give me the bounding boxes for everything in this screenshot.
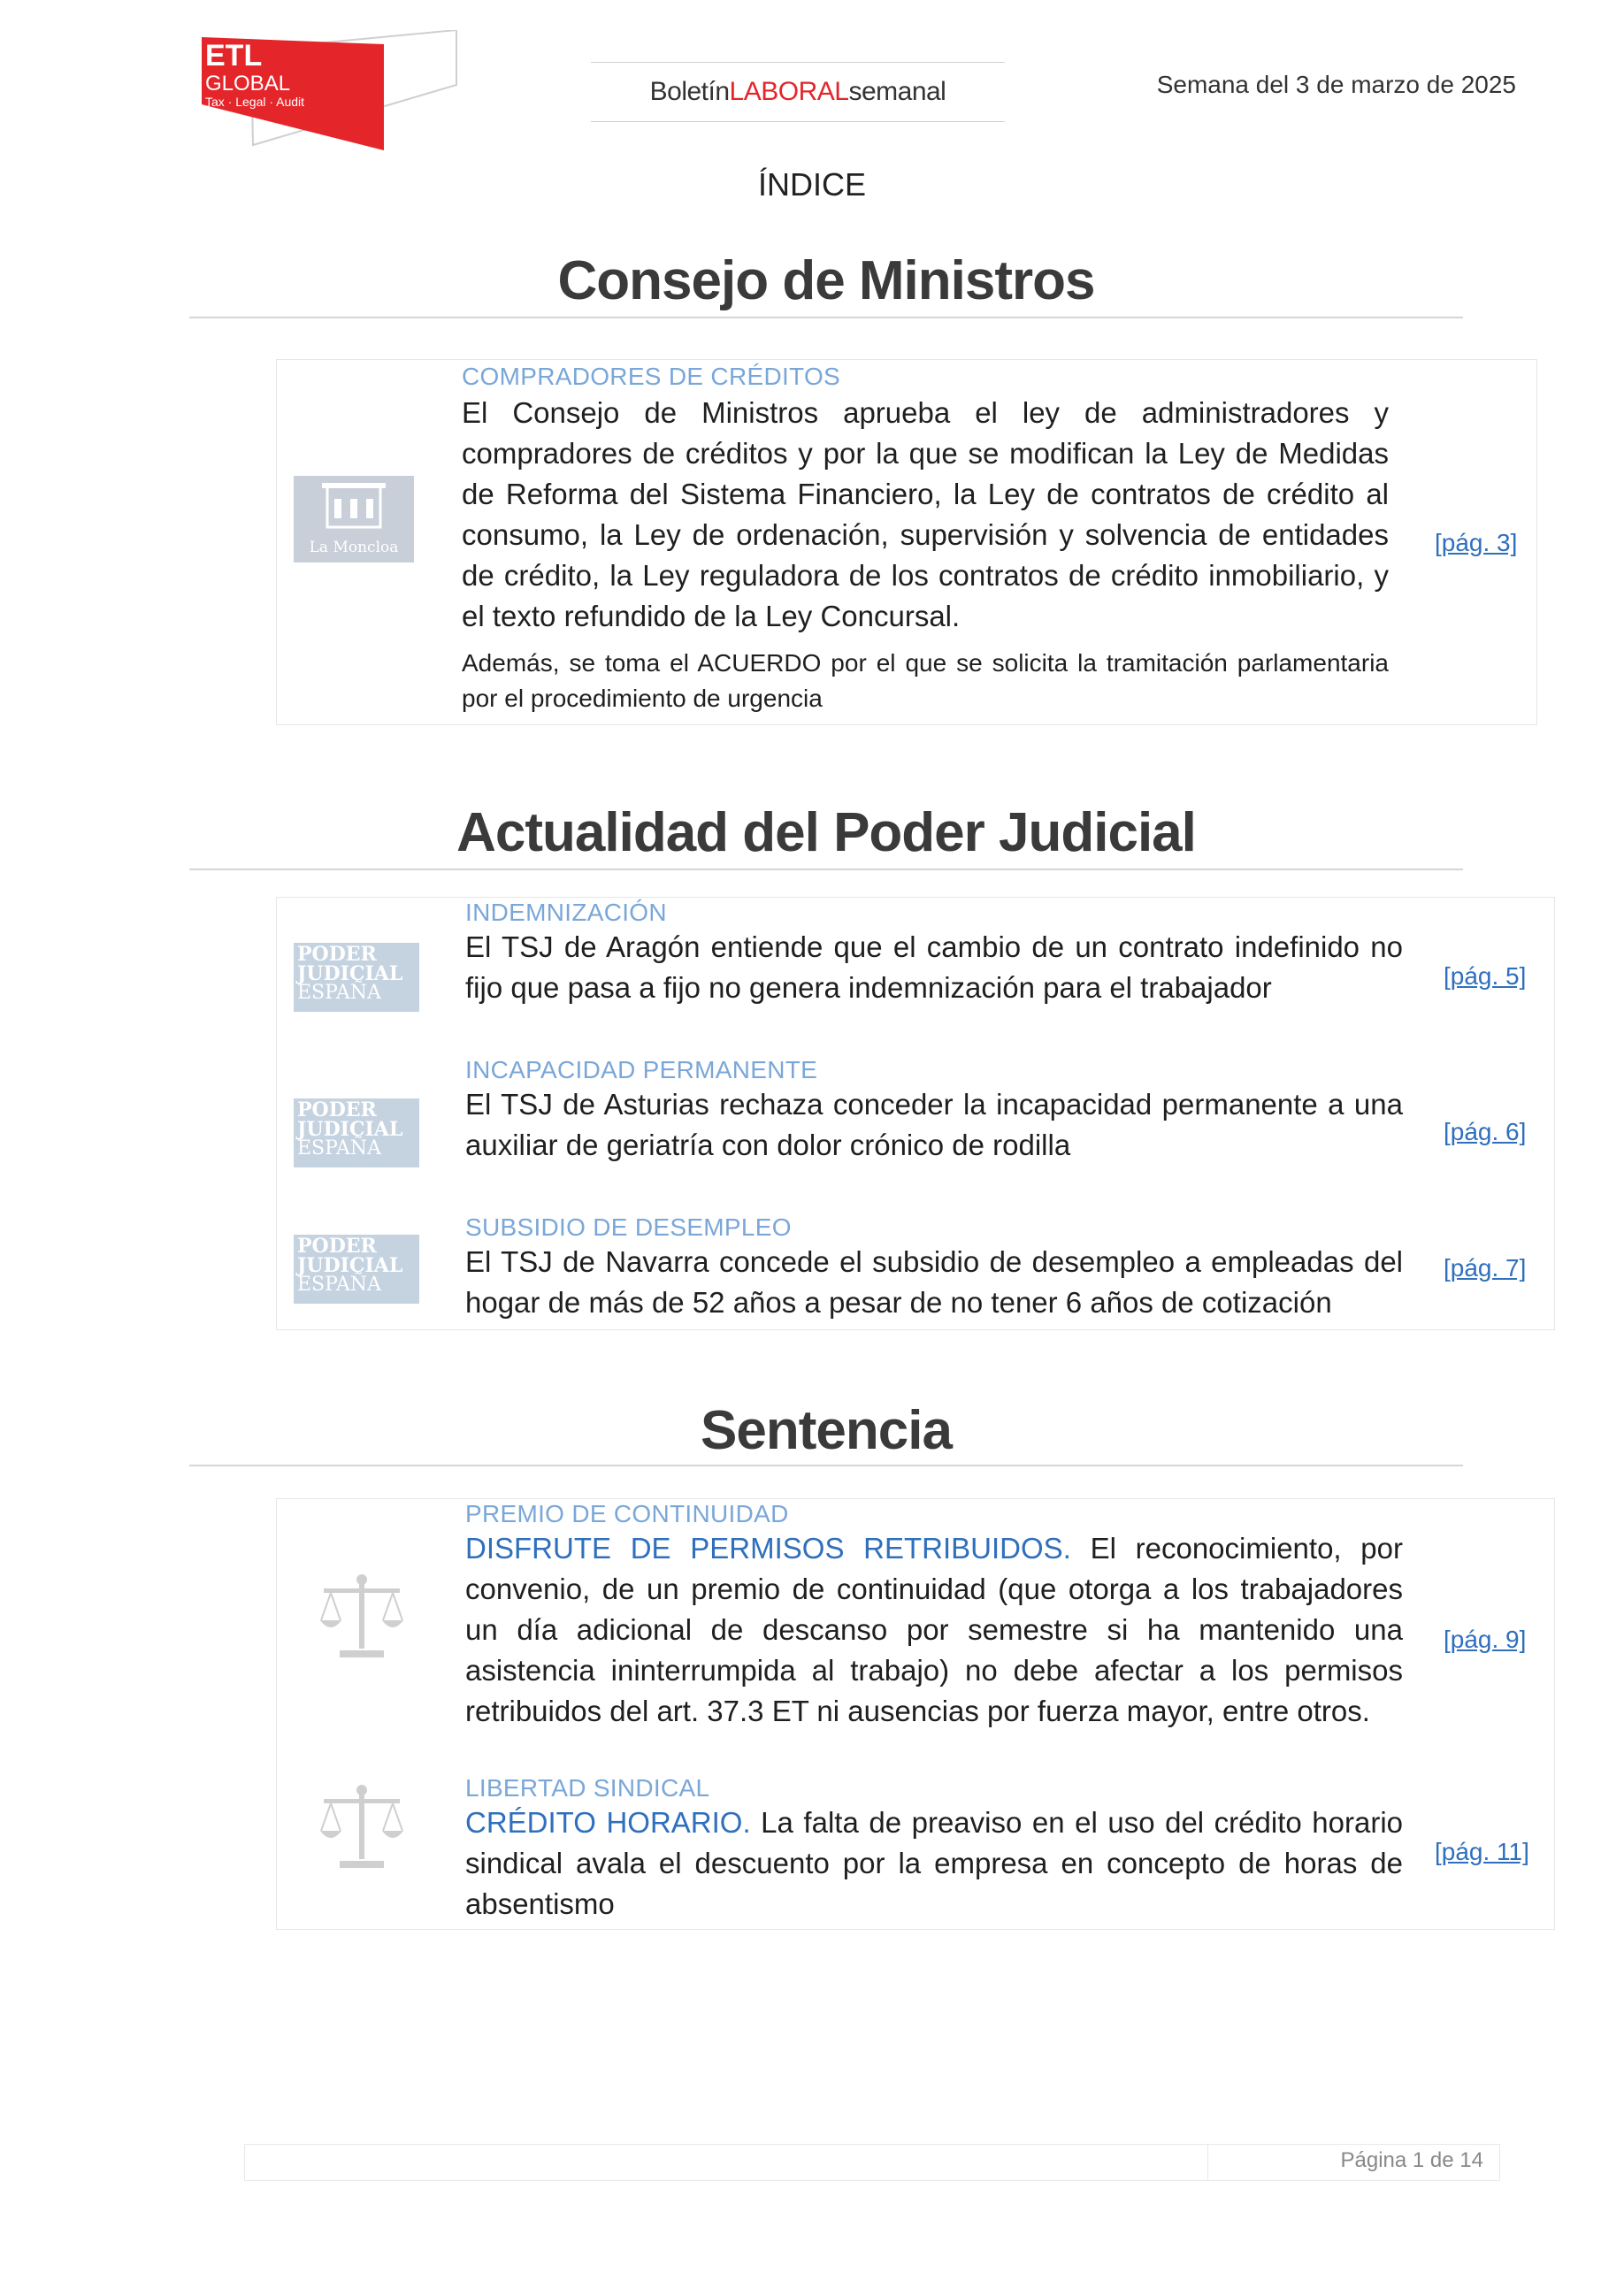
list-item — [465, 1056, 1403, 1166]
page-link[interactable]: [pág. 3] — [1435, 529, 1518, 556]
entry-extra: Además, se toma el ACUERDO por el que se solicita la tramitación parlamentaria por el procedimiento de urgencia — [462, 649, 1389, 712]
list-item — [465, 899, 1403, 1008]
entry-category: PREMIO DE CONTINUIDAD — [465, 1500, 789, 1527]
bulletin-title — [591, 62, 1005, 122]
entry-category: INDEMNIZACIÓN — [465, 899, 667, 926]
poder-judicial-logo — [294, 1098, 419, 1167]
scales-of-justice-icon — [315, 1569, 409, 1667]
section-divider — [189, 869, 1463, 870]
entry-lead: CRÉDITO HORARIO. — [465, 1806, 751, 1839]
poder-judicial-logo-line: ESPAÑA — [297, 1137, 381, 1159]
poder-judicial-logo-line: JUDICIAL — [297, 962, 403, 985]
moncloa-logo — [294, 476, 414, 563]
page-link[interactable]: [pág. 11] — [1435, 1838, 1529, 1865]
poder-judicial-logo-line: PODER — [297, 943, 377, 966]
page-footer — [244, 2144, 1500, 2181]
entry-body: El reconocimiento, por convenio, de un premio de continuidad (que otorga a los trabajadores un día adicional de descanso por semestre si ha mantenido una asistencia ininterrumpida al trabajo) no debe afectar a los permisos retribuidos del art. 37.3 ET ni ausencias por fuerza mayor, entre otros. — [465, 1532, 1403, 1727]
entry-body: El TSJ de Navarra concede el subsidio de desempleo a empleadas del hogar de más de 52 años a pesar de no tener 6 años de cotización — [465, 1245, 1403, 1319]
section-title-sentencia: Sentencia — [701, 1400, 952, 1461]
page-number: Página 1 de 14 — [1340, 2148, 1483, 2172]
svg-text:GLOBAL: GLOBAL — [205, 72, 291, 96]
poder-judicial-logo-line: ESPAÑA — [297, 1274, 381, 1296]
section-divider — [189, 1465, 1463, 1466]
page-link[interactable]: [pág. 9] — [1444, 1626, 1527, 1653]
entry-category: LIBERTAD SINDICAL — [465, 1774, 710, 1802]
svg-text:Tax · Legal · Audit: Tax · Legal · Audit — [205, 95, 305, 109]
list-item — [465, 1774, 1403, 1925]
poder-judicial-logo — [294, 943, 419, 1012]
page-link[interactable]: [pág. 6] — [1444, 1118, 1527, 1145]
entry-category: SUBSIDIO DE DESEMPLEO — [465, 1213, 792, 1241]
section-title-consejo: Consejo de Ministros — [557, 250, 1095, 311]
index-title: ÍNDICE — [757, 166, 866, 203]
entry-body: El TSJ de Aragón entiende que el cambio de un contrato indefinido no fijo que pasa a fijo no genera indemnización para el trabajador — [465, 930, 1403, 1004]
footer-divider — [1207, 2145, 1208, 2180]
section-title-poder-judicial: Actualidad del Poder Judicial — [456, 802, 1196, 863]
moncloa-logo-text: La Moncloa — [309, 539, 399, 556]
poder-judicial-logo — [294, 1235, 419, 1304]
page-link[interactable]: [pág. 7] — [1444, 1254, 1527, 1282]
bulletin-title-accent: LABORAL — [729, 77, 849, 106]
svg-text:ETL: ETL — [205, 39, 263, 73]
entry-body: La falta de preaviso en el uso del crédito horario sindical avala el descuento por la empresa en concepto de horas de absentismo — [465, 1806, 1403, 1920]
poder-judicial-logo-line: PODER — [297, 1098, 377, 1121]
poder-judicial-logo-line: JUDICIAL — [297, 1254, 403, 1277]
etl-global-logo — [196, 30, 462, 154]
bulletin-title-pre: Boletín — [649, 77, 730, 106]
entry-body: El TSJ de Asturias rechaza conceder la incapacidad permanente a una auxiliar de geriatría con dolor crónico de rodilla — [465, 1088, 1403, 1161]
entry-category: COMPRADORES DE CRÉDITOS — [462, 363, 840, 390]
list-item — [465, 1213, 1403, 1323]
bulletin-title-post: semanal — [848, 77, 946, 106]
poder-judicial-logo-line: ESPAÑA — [297, 982, 381, 1004]
poder-judicial-logo-line: JUDICIAL — [297, 1118, 403, 1141]
scales-of-justice-icon — [315, 1779, 409, 1878]
entry-lead: DISFRUTE DE PERMISOS RETRIBUIDOS. — [465, 1532, 1071, 1565]
section-divider — [189, 317, 1463, 318]
week-date: Semana del 3 de marzo de 2025 — [1156, 71, 1516, 98]
page-link[interactable]: [pág. 5] — [1444, 962, 1527, 990]
list-item — [465, 1500, 1403, 1732]
list-item — [462, 363, 1389, 716]
poder-judicial-logo-line: PODER — [297, 1235, 377, 1258]
entry-category: INCAPACIDAD PERMANENTE — [465, 1056, 818, 1083]
entry-body: El Consejo de Ministros aprueba el ley de administradores y compradores de créditos y por la que se modifican la Ley de Medidas de Reforma del Sistema Financiero, la Ley de contratos de crédito al consumo, la Ley de ordenación, supervisión y solvencia de entidades de crédito, la Ley reguladora de los contratos de crédito inmobiliario, y el texto refundido de la Ley Concursal. — [462, 396, 1389, 632]
